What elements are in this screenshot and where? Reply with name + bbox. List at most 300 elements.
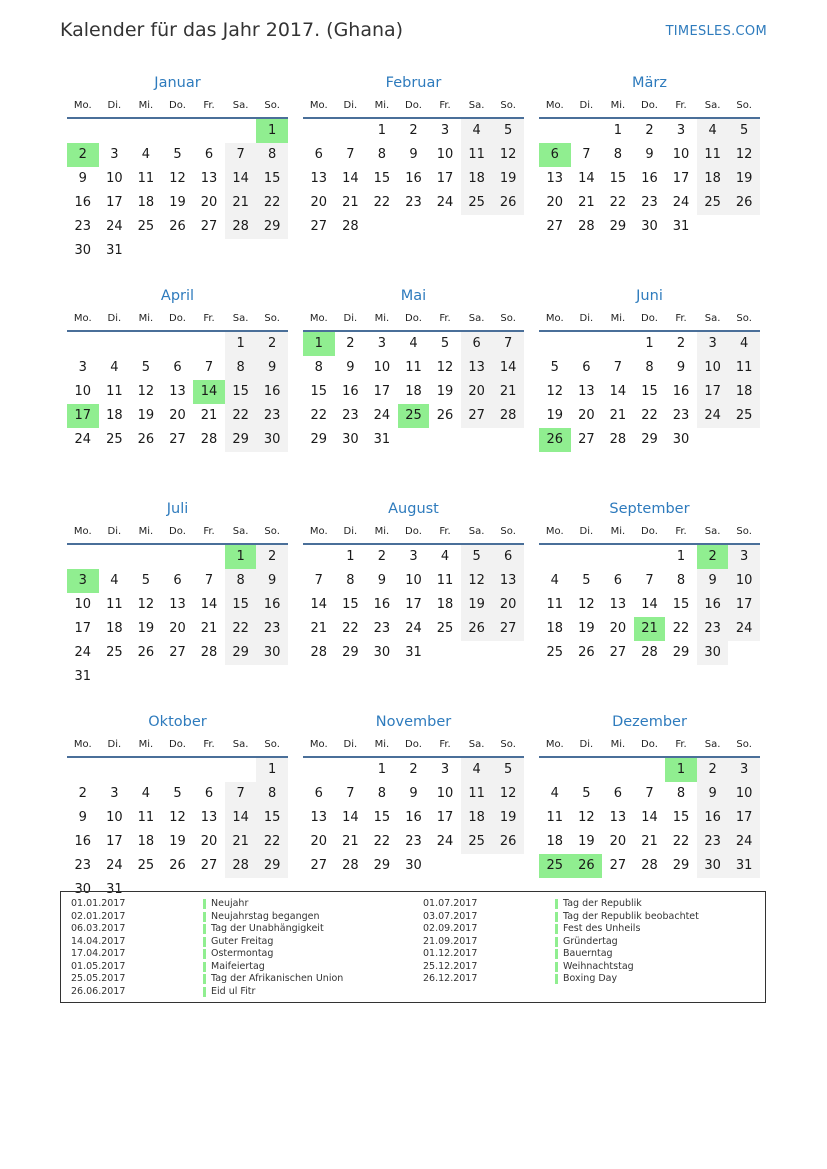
day-cell: 18: [405, 384, 422, 399]
holiday-marker: [203, 987, 206, 997]
empty-cell: [193, 239, 225, 263]
month-name: Mai: [400, 288, 427, 304]
day-cell: 18: [697, 167, 729, 191]
day-cell: 23: [342, 408, 359, 423]
empty-cell: [429, 854, 461, 878]
day-cell: 2: [645, 123, 654, 138]
holiday-marker: [203, 937, 206, 947]
week-row: [539, 143, 760, 167]
day-cell: 6: [461, 332, 493, 356]
day-cell: 11: [697, 143, 729, 167]
weekday-label: Fr.: [439, 313, 451, 324]
day-cell: 4: [697, 119, 729, 143]
weekday-label: Fr.: [203, 526, 215, 537]
day-cell: 4: [461, 758, 493, 782]
day-cell: 17: [74, 621, 92, 636]
day-cell: 19: [578, 834, 595, 849]
legend-name: Maifeiertag: [211, 960, 265, 972]
week-row: [67, 380, 288, 404]
weekday-label: So.: [264, 526, 280, 537]
weekday-label: Mo.: [545, 100, 564, 111]
day-cell: 31: [373, 432, 391, 447]
legend-date: 01.12.2017: [423, 948, 478, 959]
empty-cell: [335, 758, 367, 782]
week-row: [67, 119, 288, 143]
day-cell: 1: [377, 762, 387, 777]
day-cell: 1: [256, 758, 288, 782]
day-cell: 23: [641, 195, 658, 210]
day-cell: 21: [310, 621, 328, 636]
month-4: [303, 285, 524, 498]
day-cell: 6: [613, 786, 623, 801]
day-cell: 16: [405, 810, 422, 825]
day-cell: 4: [440, 549, 450, 564]
legend-name: Weihnachtstag: [563, 960, 634, 972]
weekday-label: Mi.: [374, 100, 390, 111]
month-8: [539, 498, 760, 711]
day-cell: 5: [492, 119, 524, 143]
day-cell: 5: [550, 360, 559, 375]
day-cell: 4: [550, 573, 559, 588]
empty-cell: [193, 758, 225, 782]
month-name: August: [388, 501, 439, 517]
day-cell: 30: [697, 641, 729, 665]
weekday-label: Mo.: [309, 739, 328, 750]
legend-date: 17.04.2017: [71, 948, 126, 959]
day-cell: 9: [78, 810, 87, 825]
legend-date: 26.06.2017: [71, 985, 126, 997]
day-cell: 10: [728, 569, 760, 593]
day-cell: 15: [373, 171, 391, 186]
day-cell: 12: [169, 810, 186, 825]
day-cell: 14: [641, 597, 658, 612]
month-3: [67, 285, 288, 498]
holiday-marker: [555, 899, 558, 909]
day-cell: 15: [256, 806, 288, 830]
empty-cell: [602, 758, 634, 782]
day-cell: 10: [106, 171, 123, 186]
day-cell: 28: [200, 645, 218, 660]
legend-name: Tag der Unabhängigkeit: [211, 923, 324, 934]
day-cell: 28: [342, 219, 359, 234]
day-cell: 26: [436, 408, 454, 423]
weekday-label: Sa.: [468, 100, 485, 111]
empty-cell: [67, 119, 99, 143]
day-cell: 15: [672, 597, 690, 612]
weekday-label: Mi.: [138, 526, 154, 537]
day-cell: 28: [641, 645, 658, 660]
week-row: [303, 380, 524, 404]
day-cell: 4: [110, 573, 119, 588]
day-cell: 6: [613, 573, 623, 588]
day-cell: 4: [409, 336, 418, 351]
day-cell: 6: [173, 360, 182, 375]
weekday-label: Do.: [405, 739, 422, 750]
day-cell: 24: [436, 834, 454, 849]
empty-cell: [130, 239, 162, 263]
day-cell: 6: [204, 786, 214, 801]
day-cell: 16: [256, 593, 288, 617]
day-cell: 29: [609, 219, 627, 234]
day-cell: 5: [728, 119, 760, 143]
day-cell: 21: [492, 380, 524, 404]
empty-cell: [539, 758, 571, 782]
weekday-label: Sa.: [468, 313, 485, 324]
day-cell: 23: [405, 195, 422, 210]
day-cell: 16: [672, 384, 690, 399]
weekday-label: Sa.: [232, 313, 249, 324]
day-cell: 20: [578, 408, 595, 423]
day-cell: 20: [492, 593, 524, 617]
day-cell: 6: [204, 147, 214, 162]
empty-cell: [67, 758, 99, 782]
month-0: [67, 72, 288, 285]
weekday-label: Sa.: [468, 526, 485, 537]
weekday-label: Mi.: [374, 739, 390, 750]
day-cell: 8: [256, 782, 288, 806]
day-cell: 26: [137, 432, 155, 447]
day-cell: 17: [728, 806, 760, 830]
day-cell: 20: [200, 195, 218, 210]
holiday-legend: [60, 891, 766, 1003]
day-cell: 23: [256, 404, 288, 428]
weekday-label: So.: [736, 100, 752, 111]
day-cell: 16: [697, 806, 729, 830]
weekday-label: Fr.: [203, 313, 215, 324]
day-cell: 2: [676, 336, 686, 351]
day-cell: 14: [342, 810, 359, 825]
empty-cell: [225, 665, 257, 689]
day-cell: 20: [609, 834, 627, 849]
day-cell: 17: [67, 404, 99, 428]
day-cell: 20: [169, 408, 186, 423]
day-cell: 15: [672, 810, 690, 825]
day-cell: 25: [436, 621, 454, 636]
weekday-label: Di.: [107, 100, 122, 111]
day-cell: 2: [346, 336, 355, 351]
day-cell: 26: [578, 645, 595, 660]
day-cell: 22: [373, 195, 391, 210]
weekday-label: So.: [264, 100, 280, 111]
week-row: [303, 119, 524, 143]
weekday-label: Di.: [107, 526, 122, 537]
week-row: [539, 593, 760, 617]
day-cell: 21: [225, 830, 257, 854]
day-cell: 5: [173, 786, 182, 801]
legend-date: 03.07.2017: [423, 910, 478, 922]
day-cell: 18: [546, 834, 564, 849]
day-cell: 9: [256, 569, 288, 593]
weekday-label: Di.: [343, 739, 358, 750]
day-cell: 12: [461, 569, 493, 593]
empty-cell: [571, 758, 603, 782]
week-row: [67, 758, 288, 782]
day-cell: 22: [672, 834, 690, 849]
day-cell: 3: [728, 545, 760, 569]
day-cell: 2: [256, 545, 288, 569]
legend-date: 02.09.2017: [423, 923, 478, 934]
day-cell: 12: [137, 597, 155, 612]
holiday-marker: [555, 974, 558, 984]
weekday-label: Di.: [107, 313, 122, 324]
holiday-marker: [203, 912, 206, 922]
day-cell: 21: [200, 621, 218, 636]
month-name: April: [160, 288, 195, 304]
weekday-header: [539, 307, 760, 332]
holiday-marker: [203, 949, 206, 959]
day-cell: 19: [546, 408, 564, 423]
month-name: Juli: [166, 501, 189, 517]
day-cell: 30: [672, 432, 690, 447]
day-cell: 19: [137, 408, 155, 423]
weekday-label: Sa.: [704, 100, 721, 111]
day-cell: 11: [137, 171, 155, 186]
week-row: [303, 167, 524, 191]
day-cell: 18: [461, 167, 493, 191]
year-calendar: [67, 72, 760, 924]
day-cell: 25: [546, 645, 564, 660]
weekday-label: So.: [736, 739, 752, 750]
day-cell: 21: [634, 617, 666, 641]
empty-cell: [130, 665, 162, 689]
empty-cell: [67, 545, 99, 569]
day-cell: 1: [225, 332, 257, 356]
brand-link[interactable]: TIMESLES.COM: [665, 24, 767, 39]
week-row: [539, 380, 760, 404]
day-cell: 2: [377, 549, 387, 564]
day-cell: 6: [314, 786, 323, 801]
day-cell: 4: [550, 786, 559, 801]
day-cell: 29: [256, 854, 288, 878]
week-row: [303, 332, 524, 356]
day-cell: 25: [398, 404, 430, 428]
week-row: [539, 167, 760, 191]
empty-cell: [728, 215, 760, 239]
holiday-marker: [203, 924, 206, 934]
day-cell: 8: [676, 786, 686, 801]
empty-cell: [634, 545, 666, 569]
day-cell: 28: [225, 215, 257, 239]
weekday-label: Mo.: [309, 313, 328, 324]
empty-cell: [728, 641, 760, 665]
day-cell: 20: [546, 195, 564, 210]
day-cell: 30: [405, 858, 422, 873]
day-cell: 8: [377, 786, 387, 801]
day-cell: 3: [110, 147, 119, 162]
legend-date: 02.01.2017: [71, 910, 126, 922]
week-row: [303, 758, 524, 782]
legend-date: 01.01.2017: [71, 898, 126, 909]
day-cell: 31: [672, 219, 690, 234]
day-cell: 13: [546, 171, 564, 186]
day-cell: 12: [169, 171, 186, 186]
weekday-label: Mo.: [73, 313, 92, 324]
day-cell: 15: [225, 380, 257, 404]
month-name: Januar: [154, 75, 201, 91]
day-cell: 24: [728, 617, 760, 641]
weekday-label: So.: [500, 100, 516, 111]
day-cell: 10: [697, 356, 729, 380]
day-cell: 5: [582, 573, 591, 588]
empty-cell: [634, 758, 666, 782]
weekday-label: Do.: [641, 313, 658, 324]
day-cell: 15: [373, 810, 391, 825]
weekday-label: Fr.: [675, 739, 687, 750]
weekday-label: Di.: [579, 526, 594, 537]
empty-cell: [461, 215, 493, 239]
day-cell: 23: [672, 408, 690, 423]
holiday-marker: [555, 924, 558, 934]
day-cell: 12: [436, 360, 454, 375]
weekday-label: Do.: [169, 739, 186, 750]
day-cell: 24: [436, 195, 454, 210]
day-cell: 18: [106, 621, 123, 636]
day-cell: 19: [169, 195, 186, 210]
day-cell: 11: [436, 573, 454, 588]
empty-cell: [256, 665, 288, 689]
day-cell: 12: [578, 597, 595, 612]
day-cell: 28: [641, 858, 658, 873]
day-cell: 3: [440, 762, 450, 777]
empty-cell: [99, 758, 131, 782]
week-row: [539, 830, 760, 854]
empty-cell: [162, 332, 194, 356]
day-cell: 16: [342, 384, 359, 399]
day-cell: 7: [314, 573, 323, 588]
empty-cell: [492, 854, 524, 878]
weekday-label: Do.: [405, 526, 422, 537]
day-cell: 29: [225, 428, 257, 452]
day-cell: 27: [492, 617, 524, 641]
week-row: [303, 404, 524, 428]
month-7: [303, 498, 524, 711]
day-cell: 9: [697, 782, 729, 806]
day-cell: 14: [641, 810, 658, 825]
day-cell: 22: [641, 408, 658, 423]
day-cell: 24: [106, 858, 123, 873]
day-cell: 7: [613, 360, 623, 375]
weekday-label: So.: [500, 526, 516, 537]
day-cell: 11: [106, 597, 123, 612]
day-cell: 9: [645, 147, 654, 162]
day-cell: 27: [578, 432, 595, 447]
week-row: [303, 428, 524, 452]
week-row: [303, 143, 524, 167]
day-cell: 24: [728, 830, 760, 854]
empty-cell: [162, 665, 194, 689]
day-cell: 25: [461, 830, 493, 854]
day-cell: 10: [672, 147, 690, 162]
day-cell: 11: [405, 360, 422, 375]
day-cell: 22: [256, 191, 288, 215]
day-cell: 10: [106, 810, 123, 825]
empty-cell: [303, 758, 335, 782]
day-cell: 3: [377, 336, 387, 351]
day-cell: 25: [137, 219, 155, 234]
day-cell: 21: [609, 408, 627, 423]
empty-cell: [398, 215, 430, 239]
weekday-header: [539, 520, 760, 545]
weekday-label: Do.: [641, 526, 658, 537]
day-cell: 31: [106, 243, 123, 258]
month-6: [67, 498, 288, 711]
empty-cell: [99, 119, 131, 143]
weekday-label: Mi.: [610, 526, 626, 537]
day-cell: 21: [342, 195, 359, 210]
day-cell: 19: [461, 593, 493, 617]
legend-date: 01.05.2017: [71, 960, 126, 972]
day-cell: 13: [169, 384, 186, 399]
weekday-header: [67, 94, 288, 119]
day-cell: 24: [697, 404, 729, 428]
day-cell: 17: [672, 171, 690, 186]
empty-cell: [571, 119, 603, 143]
weekday-label: Do.: [641, 100, 658, 111]
day-cell: 4: [141, 786, 151, 801]
legend-name: Guter Freitag: [211, 935, 274, 947]
day-cell: 27: [546, 219, 564, 234]
day-cell: 28: [609, 432, 627, 447]
legend-date: 14.04.2017: [71, 935, 126, 947]
day-cell: 16: [405, 171, 422, 186]
day-cell: 4: [141, 147, 151, 162]
weekday-label: Sa.: [232, 739, 249, 750]
empty-cell: [162, 239, 194, 263]
day-cell: 15: [609, 171, 627, 186]
day-cell: 18: [137, 195, 155, 210]
day-cell: 30: [342, 432, 359, 447]
day-cell: 14: [225, 167, 257, 191]
week-row: [67, 404, 288, 428]
month-name: Oktober: [148, 714, 207, 730]
day-cell: 4: [461, 119, 493, 143]
day-cell: 13: [609, 810, 627, 825]
day-cell: 27: [200, 219, 218, 234]
weekday-label: So.: [500, 313, 516, 324]
empty-cell: [728, 428, 760, 452]
weekday-label: Do.: [641, 739, 658, 750]
day-cell: 19: [578, 621, 595, 636]
day-cell: 7: [225, 782, 257, 806]
day-cell: 17: [405, 597, 422, 612]
weekday-label: Sa.: [704, 526, 721, 537]
day-cell: 7: [346, 786, 355, 801]
day-cell: 13: [200, 171, 218, 186]
day-cell: 10: [405, 573, 422, 588]
day-cell: 22: [342, 621, 359, 636]
empty-cell: [398, 428, 430, 452]
empty-cell: [461, 641, 493, 665]
week-row: [539, 191, 760, 215]
day-cell: 26: [728, 191, 760, 215]
week-row: [67, 356, 288, 380]
day-cell: 23: [405, 834, 422, 849]
day-cell: 13: [200, 810, 218, 825]
day-cell: 7: [645, 573, 654, 588]
week-row: [303, 641, 524, 665]
week-row: [303, 545, 524, 569]
empty-cell: [67, 332, 99, 356]
day-cell: 16: [256, 380, 288, 404]
month-5: [539, 285, 760, 498]
day-cell: 10: [728, 782, 760, 806]
day-cell: 1: [676, 549, 686, 564]
weekday-label: Di.: [107, 739, 122, 750]
weekday-label: Mi.: [138, 313, 154, 324]
day-cell: 23: [373, 621, 391, 636]
week-row: [67, 545, 288, 569]
day-cell: 27: [461, 404, 493, 428]
